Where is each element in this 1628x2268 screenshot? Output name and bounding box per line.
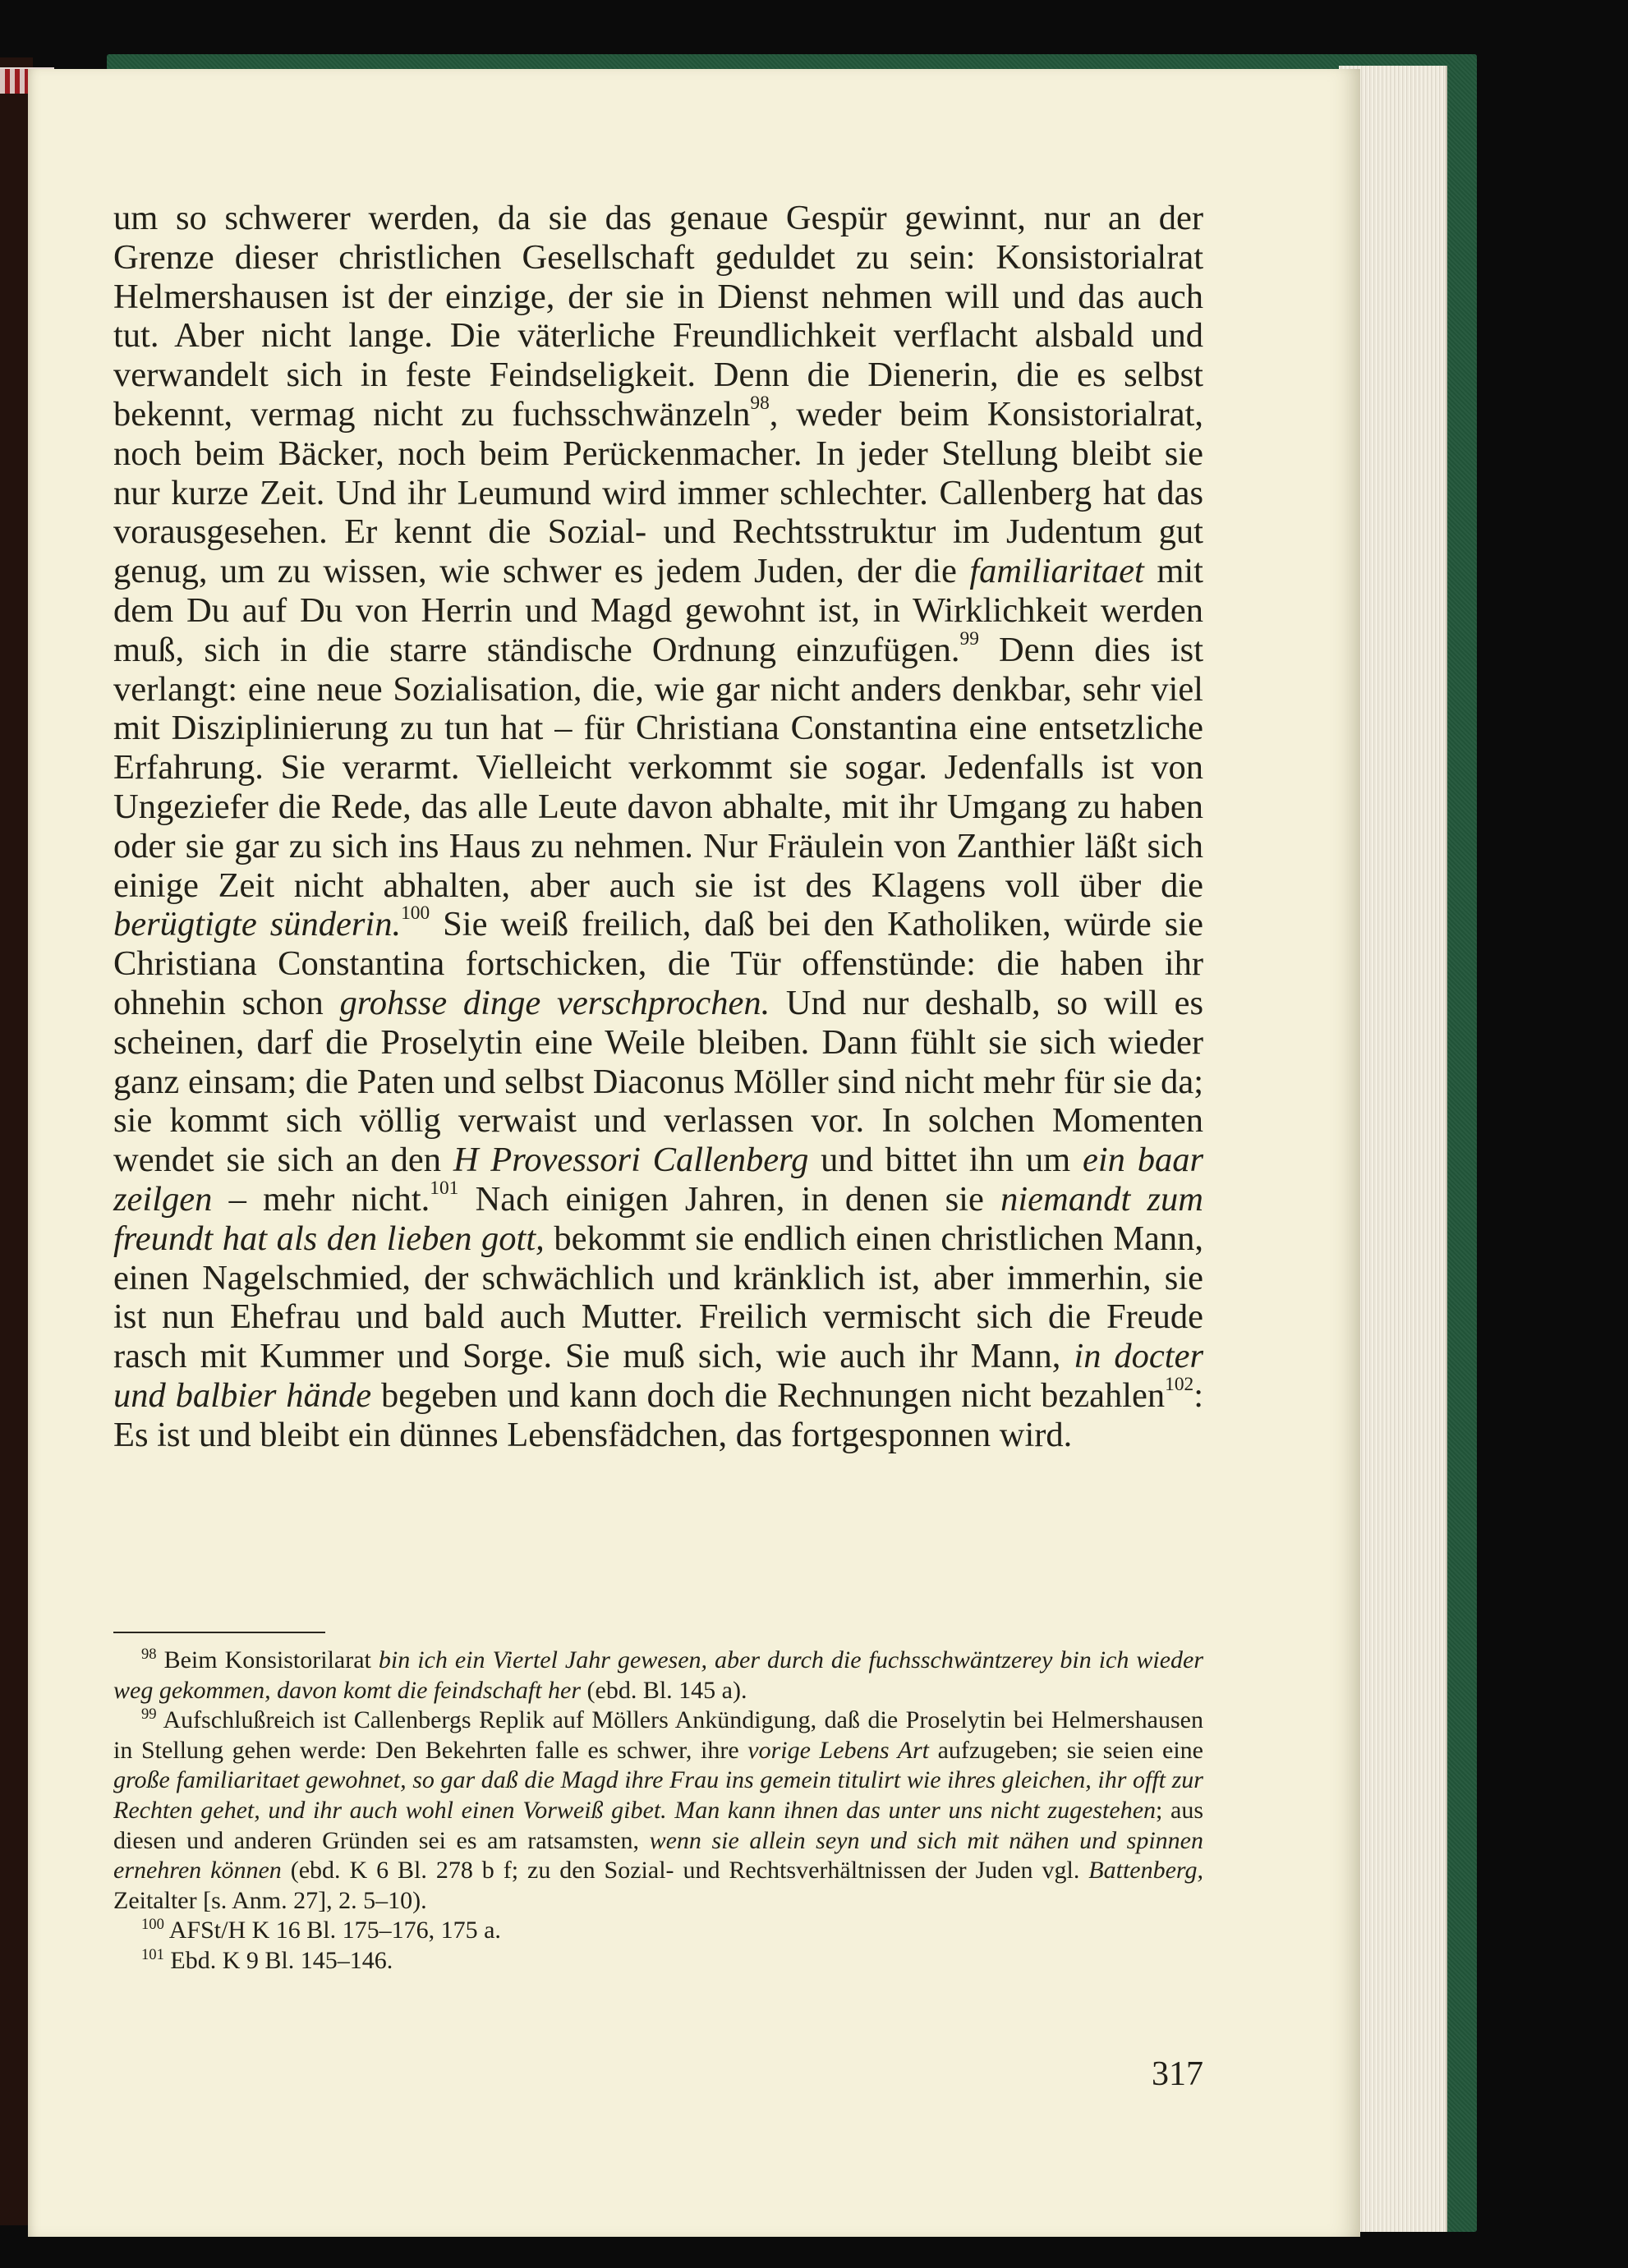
italic-quote: wenn sie allein seyn und sich mit nähen und spinnen ernehren können [113, 1826, 1203, 1885]
footnote-number: 98 [141, 1645, 157, 1663]
italic-quote: Battenberg, [1088, 1857, 1203, 1885]
italic-quote: grohsse dinge verschprochen. [339, 983, 770, 1022]
footnote-number: 101 [141, 1945, 164, 1963]
footnote-100 [113, 1916, 1203, 1946]
text-run: um so schwerer werden, da sie das genaue Gespür gewinnt, nur an der Grenze dieser christlichen Gesellschaft geduldet zu sein: Konsistorialrat Helmershausen ist der einzige, der sie in Dienst nehmen will und das auch tut. Aber nicht lange. Die väterliche Freundlichkeit verflacht alsbald und verwandelt sich in feste Feindseligkeit. Denn die Dienerin, die es selbst bekennt, vermag nicht zu fuchsschwänzeln [113, 199, 1203, 434]
text-run: begeben und kann doch die Rechnungen nicht bezahlen [371, 1375, 1166, 1415]
main-text-block [113, 199, 1203, 1455]
italic-quote: H Provessori Callenberg [453, 1141, 809, 1180]
text-run: AFSt/H K 16 Bl. 175–176, 175 a. [163, 1917, 501, 1944]
footnote-ref: 101 [430, 1178, 459, 1200]
main-paragraph [113, 199, 1203, 1455]
text-run: Und nur deshalb, so will es scheinen, darf die Proselytin eine Weile bleiben. Dann fühlt sie sich wieder ganz einsam; die Paten und selbst Diaconus Möller sind nicht mehr für sie da; sie kommt sich völlig verwaist und verlassen vor. In solchen Momenten wendet sie sich an den [113, 983, 1204, 1180]
italic-quote: vorige Lebens Art [747, 1736, 929, 1764]
footnote-ref: 98 [750, 393, 770, 415]
text-run: , weder beim Konsistorialrat, noch beim Bäcker, noch beim Perückenmacher. In jeder Stellung bleibt sie nur kurze Zeit. Und ihr Leumund wird immer schlechter. Callenberg hat das vorausgesehen. Er kennt die Sozial- und Rechtsstruktur im Judentum gut genug, um zu wissen, wie schwer es jedem Juden, der die [113, 394, 1203, 591]
text-run: Zeitalter [s. Anm. 27], 2. 5–10). [113, 1886, 427, 1914]
italic-quote: familiaritaet [969, 552, 1144, 591]
text-run: Sie weiß freilich, daß bei den Katholiken, würde sie Christiana Constantina fortschicken, die Tür offenstünde: die haben ihr ohnehin schon [113, 905, 1203, 1022]
footnote-number: 99 [141, 1706, 157, 1724]
footnote-ref: 100 [401, 902, 430, 925]
text-run: Denn dies ist verlangt: eine neue Sozialisation, die, wie gar nicht anders denkbar, sehr viel mit Disziplinierung zu tun hat – für Christiana Constantina eine entsetzliche Erfahrung. Sie verarmt. Vielleicht verkommt sie sogar. Jedenfalls ist von Ungeziefer die Rede, das alle Leute davon abhalte, mit ihr Umgang zu haben oder sie gar zu sich ins Haus zu nehmen. Nur Fräulein von Zanthier läßt sich einige Zeit nicht abhalten, aber auch sie ist des Klagens voll über die [113, 630, 1203, 905]
italic-quote: niemandt zum freundt hat als den lieben gott, [113, 1179, 1203, 1258]
text-run: bekommt sie endlich einen christlichen Mann, einen Nagelschmied, der schwächlich und kränklich ist, aber immerhin, sie ist nun Ehefrau und bald auch Mutter. Freilich vermischt sich die Freude rasch mit Kummer und Sorge. Sie muß sich, wie auch ihr Mann, [113, 1219, 1204, 1376]
text-run: : Es ist und bleibt ein dünnes Lebensfädchen, das fortgesponnen wird. [113, 1375, 1203, 1454]
text-run: aufzugeben; sie seien eine [928, 1736, 1203, 1764]
italic-quote: in docter und balbier hände [113, 1337, 1203, 1415]
italic-quote: große familiaritaet gewohnet, so gar daß die Magd ihre Frau ins gemein titulirt wie ihres gleichen, ihr offt zur Rechten gehet, und ihr auch wohl einen Vorweiß gibet. Man kann ihnen das unter uns nicht zugestehen [113, 1766, 1203, 1824]
footnote-101 [113, 1946, 1203, 1976]
italic-quote: ein baar zeilgen [113, 1141, 1203, 1219]
footnote-ref: 102 [1165, 1374, 1194, 1396]
footnotes [113, 1646, 1203, 1976]
text-run: mit dem Du auf Du von Herrin und Magd gewohnt ist, in Wirklichkeit werden muß, sich in die starre ständische Ordnung einzufügen. [113, 552, 1203, 669]
footnote-number: 100 [141, 1916, 164, 1934]
italic-quote: berügtigte sünderin. [113, 905, 402, 944]
text-run: (ebd. K 6 Bl. 278 b f; zu den Sozial- und Rechtsverhältnissen der Juden vgl. [281, 1857, 1089, 1885]
text-run: Aufschlußreich ist Callenbergs Replik auf Möllers Ankündigung, daß die Proselytin bei Helmershausen in Stellung gehen werde: Den Bekehrten falle es schwer, ihre [113, 1706, 1203, 1764]
text-run: Ebd. K 9 Bl. 145–146. [163, 1946, 393, 1974]
text-run: – mehr nicht. [212, 1179, 430, 1219]
text-run: Nach einigen Jahren, in denen sie [458, 1179, 1001, 1219]
italic-quote: bin ich ein Viertel Jahr gewesen, aber durch die fuchsschwäntzerey bin ich wieder weg gekommen, davon komt die feindschaft her [113, 1646, 1204, 1704]
page-number: 317 [1152, 2055, 1203, 2093]
book-page [28, 69, 1360, 2237]
footnote-98 [113, 1646, 1203, 1706]
footnote-99 [113, 1706, 1203, 1916]
text-run: und bittet ihn um [808, 1141, 1083, 1180]
text-run: ; aus diesen und anderen Gründen sei es am ratsamsten, [113, 1796, 1203, 1854]
text-run: Beim Konsistorilarat [156, 1646, 379, 1673]
text-run: (ebd. Bl. 145 a). [581, 1676, 747, 1704]
footnote-divider [113, 1632, 325, 1633]
footnote-ref: 99 [959, 627, 979, 650]
